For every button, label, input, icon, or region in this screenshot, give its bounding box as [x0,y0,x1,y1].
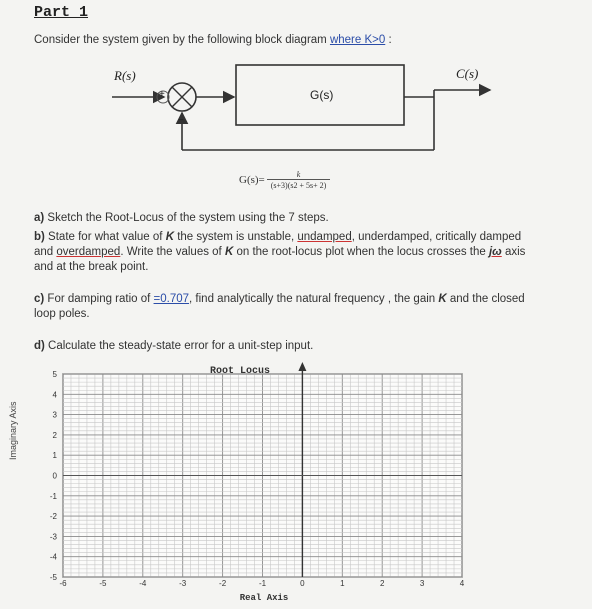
question-c-letter: c) [34,293,45,305]
y-tick-label: -2 [49,512,57,522]
y-tick-label: 0 [52,471,57,481]
intro-sentence: Consider the system given by the following block diagram [34,34,330,46]
x-tick-label: 0 [300,579,305,588]
question-a [34,211,329,226]
question-b-p2: the system is unstable, [174,231,298,243]
y-tick-label: 1 [52,451,57,461]
x-tick-label: 1 [340,579,345,588]
question-b-jw: jω [488,246,502,258]
question-c-k: K [438,293,447,305]
sum-plus-sign: + [159,89,165,100]
x-axis-label: Real Axis [239,593,289,603]
question-b-letter: b) [34,231,45,243]
question-d-text: Calculate the steady-state error for a unit-step input. [44,340,314,352]
root-locus-chart [0,360,592,609]
x-tick-label: -6 [59,579,67,588]
y-tick-label: -3 [49,532,57,542]
question-a-text: Sketch the Root-Locus of the system using the 7 steps. [44,212,329,224]
x-tick-label: -5 [99,579,107,588]
input-label: R(s) [114,68,136,83]
question-b [34,230,592,275]
y-tick-label: -5 [49,573,57,582]
tf-lhs: G(s)= [239,174,265,186]
tf-numerator: k [296,170,301,179]
chart-title: Root Locus [209,366,271,377]
block-diagram [0,0,592,165]
output-label: C(s) [456,66,479,81]
question-b-k1: K [165,231,174,243]
x-tick-label: -1 [258,579,267,588]
y-tick-label: 2 [52,430,57,440]
x-tick-label: -3 [179,579,187,588]
part-heading: Part 1 [34,4,89,21]
question-c-p2: , find analytically the natural frequency , the gain [189,293,439,305]
question-d-letter: d) [34,340,45,352]
question-c-zeta: =0.707 [153,293,190,305]
question-b-p1: State for what value of [44,231,166,243]
question-c [34,292,592,322]
question-b-line2c: on the root-locus plot when the locus crosses the [233,246,489,258]
sum-minus-sign: − [178,115,184,126]
imag-axis-arrowhead [298,362,306,371]
question-b-undamped: undamped [297,231,352,243]
question-c-p3: and the closed [446,293,525,305]
question-a-letter: a) [34,212,45,224]
block-label: G(s) [310,88,334,102]
y-axis-label: Imaginary Axis [8,401,18,460]
x-tick-label: 4 [459,579,465,588]
question-b-line2 [34,245,592,260]
tf-denominator: (s+3)(s2 + 5s+ 2) [267,179,331,190]
question-b-k2: K [224,246,234,258]
question-b-overdamped: overdamped [56,246,121,258]
x-tick-label: -2 [219,579,227,588]
y-tick-label: 5 [52,370,57,379]
y-tick-label: 4 [52,390,57,400]
question-c-line2: loop poles. [34,308,90,320]
transfer-function [239,170,330,190]
question-b-line2d: axis [501,246,526,258]
question-c-line1 [34,292,592,307]
intro-colon: : [385,34,392,46]
question-b-line2b: . Write the values of [120,246,225,258]
question-b-p3: , underdamped, critically damped [351,231,522,243]
question-c-p1: For damping ratio of [44,293,154,305]
question-b-line1 [34,230,592,245]
x-tick-label: 2 [379,579,385,588]
question-d [34,339,313,354]
question-b-line2a: and [34,246,57,258]
y-tick-label: -4 [49,552,57,562]
tf-fraction [267,170,331,190]
question-b-line3: and at the break point. [34,261,149,273]
y-tick-label: 3 [52,410,57,420]
x-tick-label: -4 [139,579,147,588]
y-tick-label: -1 [49,491,57,501]
intro-condition: where K>0 [329,34,386,46]
x-tick-label: 3 [419,579,425,588]
